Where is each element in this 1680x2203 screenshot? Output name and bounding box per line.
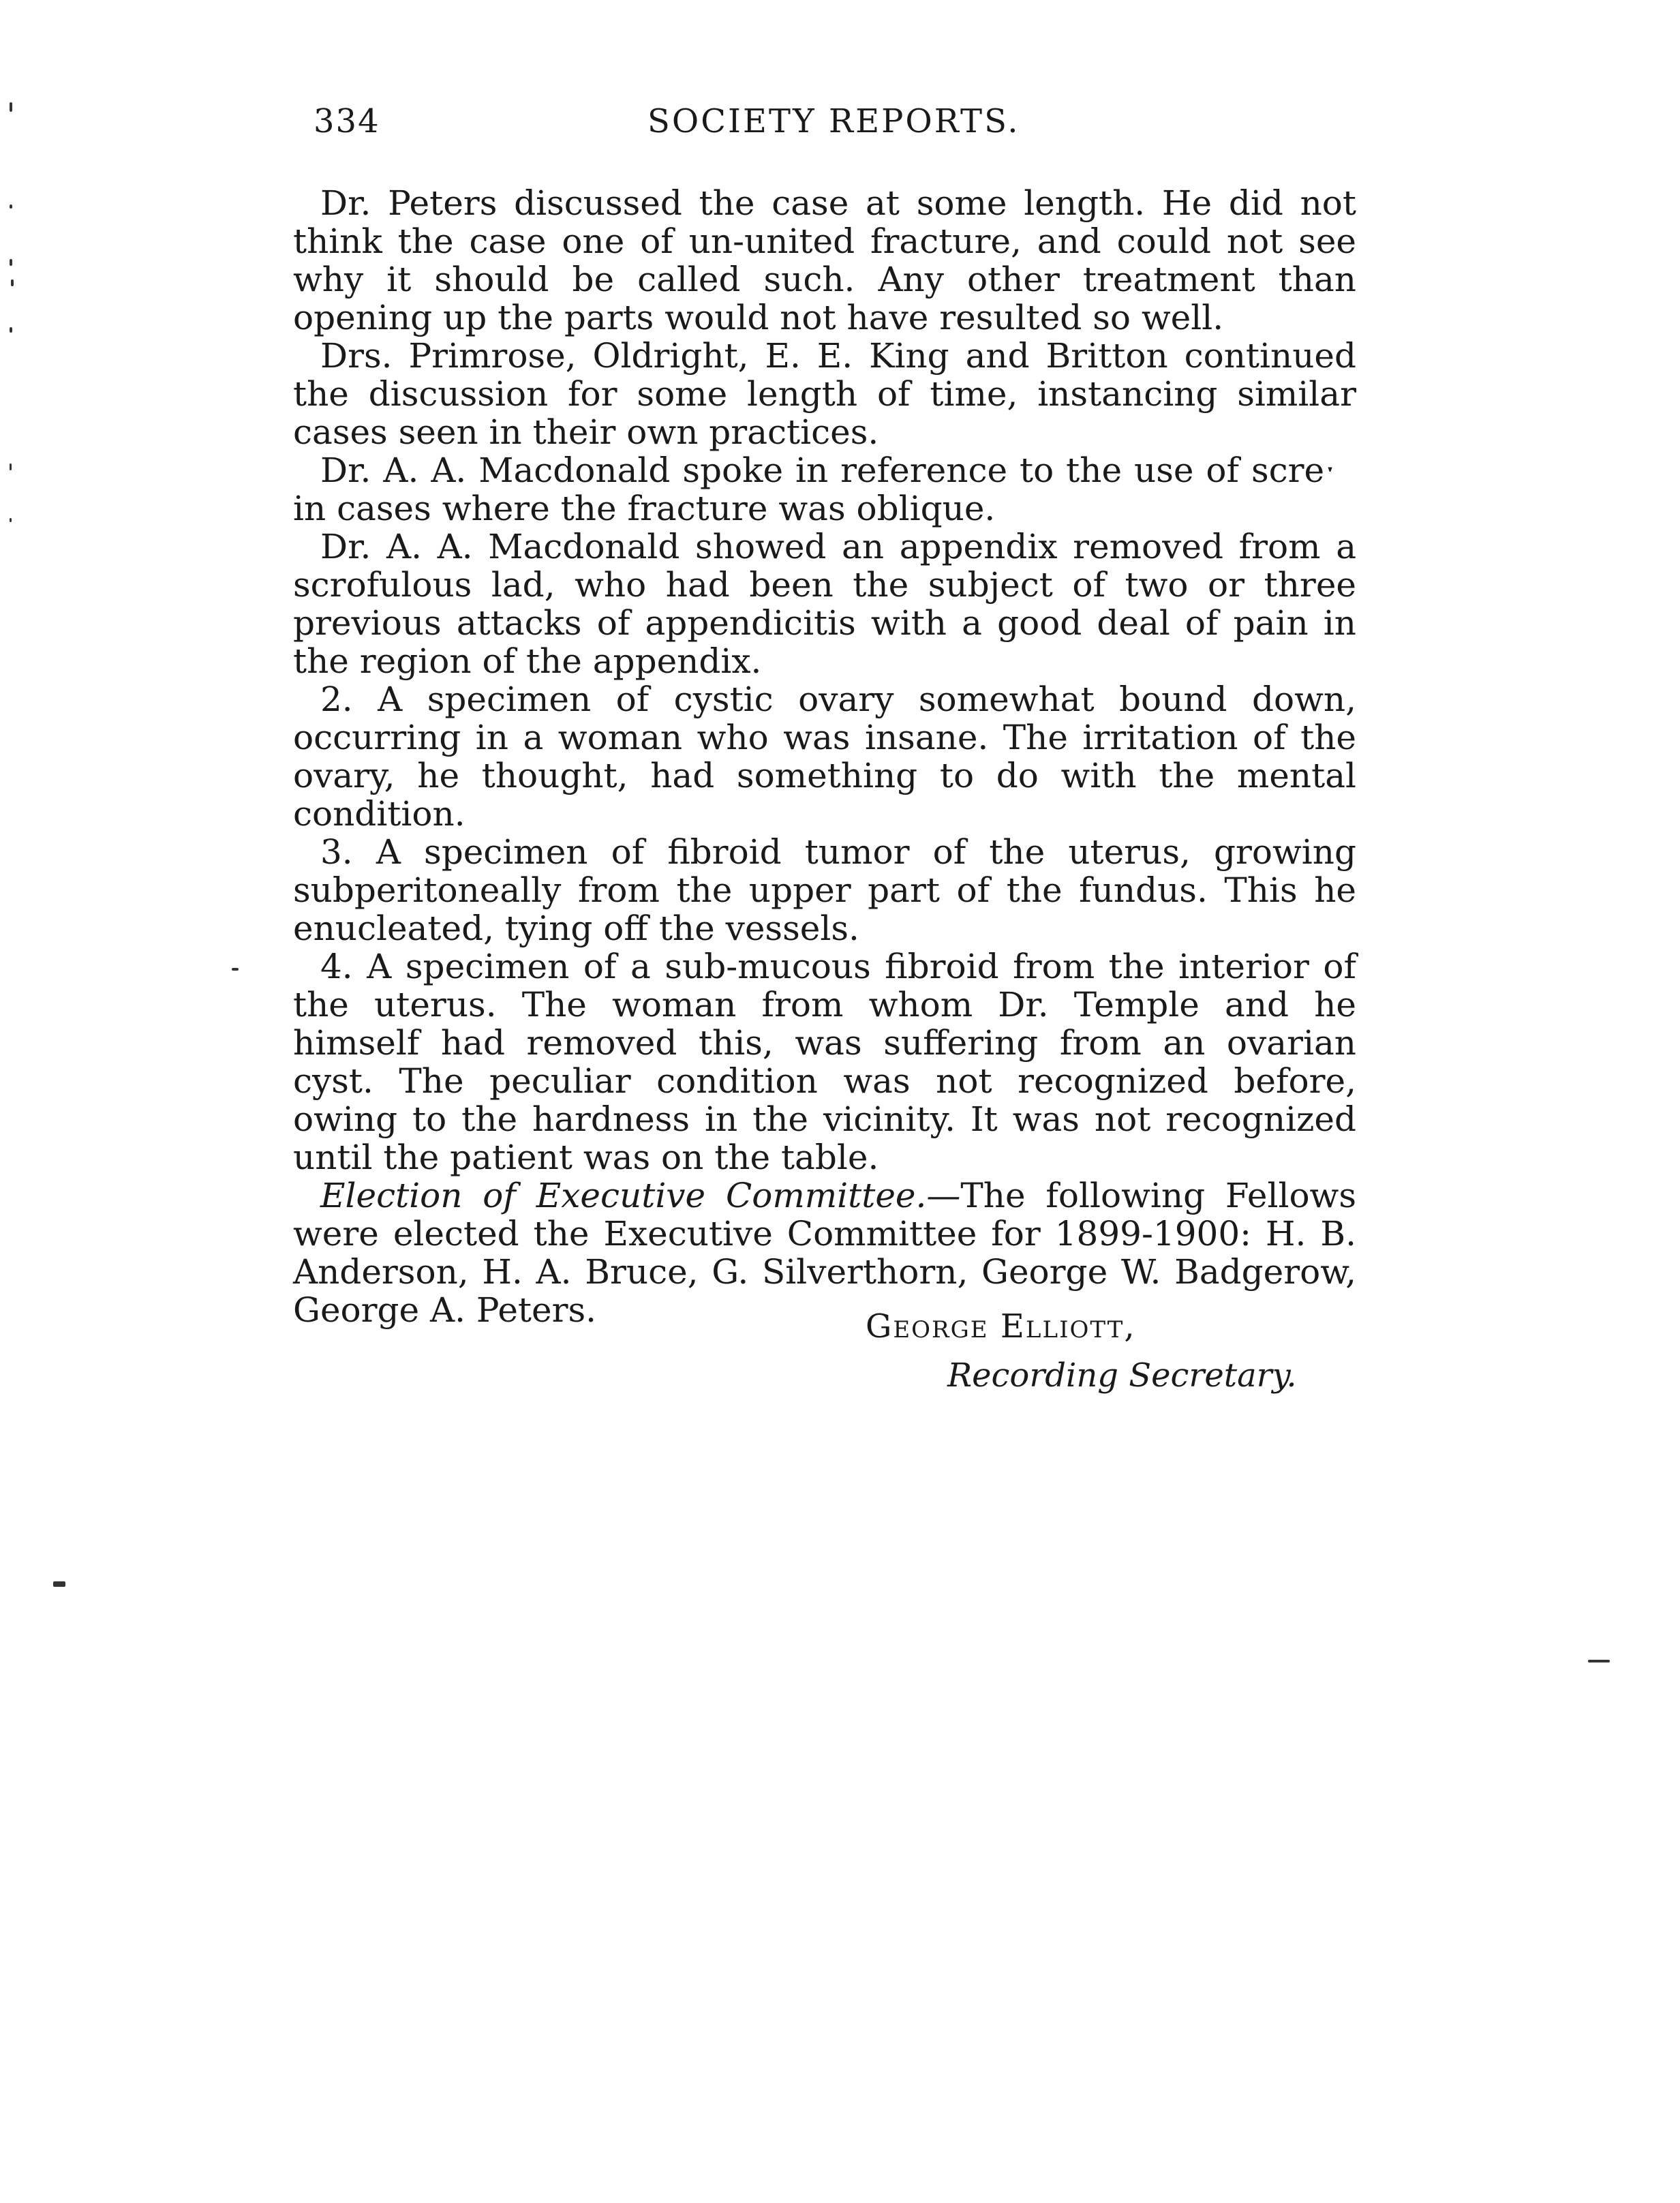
scan-speck [10, 259, 12, 266]
paragraph-macdonald-screws: Dr. A. A. Macdonald spoke in reference to the use of screˑ in cases where the fracture was oblique. [293, 451, 1336, 528]
page-header [293, 102, 1370, 157]
election-heading: Election of Executive Committee.— [320, 1176, 961, 1215]
page-number: 334 [314, 102, 380, 140]
scan-speck [1588, 1660, 1610, 1662]
body-text [293, 184, 1356, 1329]
scan-speck [10, 102, 12, 112]
signature-title: Recording Secretary. [947, 1356, 1297, 1395]
paragraph-specimen-2: 2. A specimen of cystic ovary somewhat bound down, occurring in a woman who was insane. The irritation of the ovary, he thought, had something to do with the mental condition. [293, 680, 1356, 834]
scan-speck [53, 1581, 65, 1587]
scan-speck [10, 464, 12, 470]
running-head: SOCIETY REPORTS. [647, 102, 1020, 140]
signature-block [866, 1302, 1356, 1400]
election-text: The following Fellows were elected the Executive Committee for 1899-1900: H. B. Anderson, H. A. Bruce, G. Silverthorn, George W. Badgerow, George A. Peters. [293, 1176, 1357, 1330]
paragraph-specimen-3: 3. A specimen of fibroid tumor of the uterus, growing subperitoneally from the upper part of the fundus. This he enucleated, tying off the vessels. [293, 832, 1356, 948]
scan-speck [10, 518, 12, 522]
scan-speck [11, 279, 14, 286]
paragraph-discussion-continued: Drs. Primrose, Oldright, E. E. King and Britton continued the discussion for some length of time, instancing similar cases seen in their own practices. [293, 336, 1356, 452]
paragraph-specimen-4: 4. A specimen of a sub-mucous fibroid from the interior of the uterus. The woman from whom Dr. Temple and he himself had removed this, was suffering from an ovarian cyst. The peculiar condition was not recognized before, owing to the hardness in the vicinity. It was not recognized until the patient was on the table. [293, 947, 1356, 1177]
paragraph-peters-discussion: Dr. Peters discussed the case at some length. He did not think the case one of un-united fracture, and could not see why it should be called such. Any other treatment than opening up the parts would not have resulted so well. [293, 183, 1356, 337]
scan-speck [232, 968, 239, 971]
scan-speck [10, 327, 12, 333]
scan-speck [10, 204, 12, 209]
signature-name: George Elliott, [866, 1307, 1136, 1346]
paragraph-macdonald-appendix: Dr. A. A. Macdonald showed an appendix removed from a scrofulous lad, who had been the subject of two or three previous attacks of appendicitis with a good deal of pain in the region of the appendix. [293, 527, 1356, 681]
